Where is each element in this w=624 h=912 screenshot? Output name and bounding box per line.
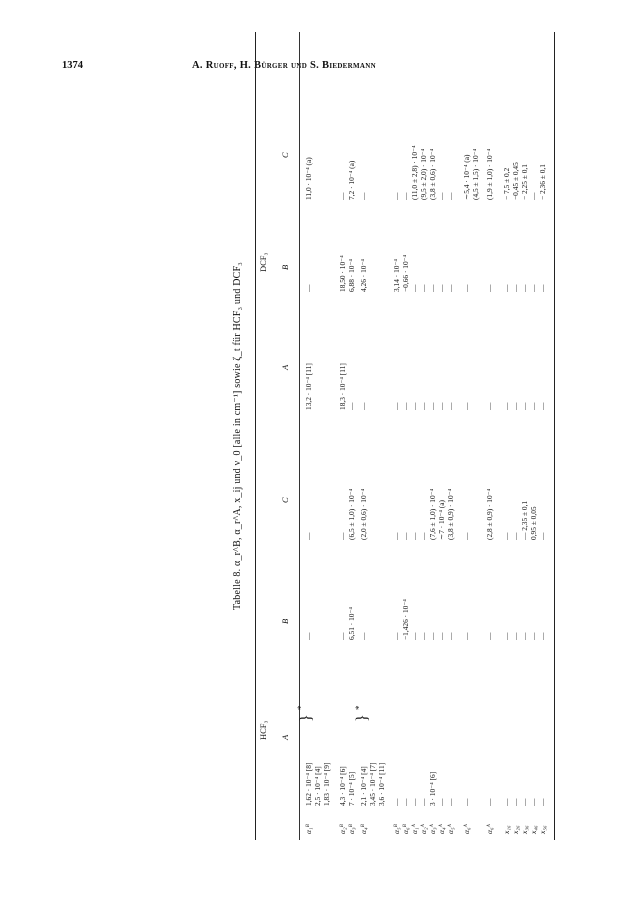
- table-cell-b2: 18,50 · 10⁻⁴: [338, 255, 347, 292]
- table-cell-a2: 18,3 · 10⁻⁴ [11]: [338, 363, 347, 410]
- table-cell-c2: ∼5,4 · 10⁻⁴ (a): [462, 154, 471, 200]
- row-label: α₂ᴬ: [419, 824, 428, 834]
- table-cell-a1: —: [446, 798, 455, 806]
- table-cell-c1: ∼7 · 10⁻⁴ (a): [437, 500, 446, 540]
- table-cell-c1: —: [419, 532, 428, 540]
- row-label: α₅ᴬ: [446, 824, 455, 834]
- table-cell-b2: —: [485, 284, 494, 292]
- table-cell-a2: —: [359, 402, 368, 410]
- table-cell-b2: —: [419, 284, 428, 292]
- table-cell-a2: —: [446, 402, 455, 410]
- table-cell-c1: —: [401, 532, 410, 540]
- table-cell-c2: (11,0 ± 2,8) · 10⁻⁴: [410, 145, 419, 200]
- table-cell-b2: 4,26 · 10⁻⁴: [359, 259, 368, 292]
- table-cell-c1: —: [410, 532, 419, 540]
- table-cell-c1: (2,8 ± 0,9) · 10⁻⁴: [485, 488, 494, 540]
- table-cell-b1: —: [446, 632, 455, 640]
- table-cell-b2: —: [304, 284, 313, 292]
- col-header-a-hcf3: A: [280, 734, 290, 740]
- table-cell-b1: —: [538, 632, 547, 640]
- table-cell-c2: − 2,25 ± 0,1: [520, 164, 529, 200]
- table-cell-c1: —: [338, 532, 347, 540]
- table-cell-b2: —: [529, 284, 538, 292]
- col-header-b-dcf3: B: [280, 264, 290, 270]
- table-cell-a1: —: [529, 798, 538, 806]
- table-cell-b2: —: [428, 284, 437, 292]
- table-cell-c2: 11,0 · 10⁻⁴ (a): [304, 157, 313, 200]
- brace-alpha4: }: [354, 714, 371, 722]
- row-label: x₁₆: [502, 825, 511, 834]
- table-cell-a1: 3 · 10⁻⁴ [6]: [428, 771, 437, 806]
- table-cell-c1: —: [462, 532, 471, 540]
- row-label: α₆ᴮ: [401, 824, 410, 834]
- table-cell-a2: —: [538, 402, 547, 410]
- table-cell-a2: —: [511, 402, 520, 410]
- table-cell-b2: —: [511, 284, 520, 292]
- table-cell-a1: —: [462, 798, 471, 806]
- row-label: α₁ᴮ: [304, 824, 313, 834]
- table-cell-c1: —: [392, 532, 401, 540]
- table-cell-a2: —: [410, 402, 419, 410]
- table-cell-a1: —: [520, 798, 529, 806]
- table-cell-b1: —: [338, 632, 347, 640]
- table-cell-b1: —: [359, 632, 368, 640]
- table-cell-c1: —: [538, 532, 547, 540]
- table-cell-b1: —: [511, 632, 520, 640]
- table-cell-b2: —: [462, 284, 471, 292]
- table-cell-c2: − 2,36 ± 0,1: [538, 164, 547, 200]
- table-cell-a2: —: [437, 402, 446, 410]
- rotated-table: [232, 32, 555, 840]
- table-cell-c2: —: [338, 192, 347, 200]
- table-cell-c1: 0,95 ± 0,05: [529, 506, 538, 540]
- table-cell-b2: —: [410, 284, 419, 292]
- table-cell-a2: 13,2 · 10⁻⁴ [11]: [304, 363, 313, 410]
- table-cell-b2: −0,66 · 10⁻⁴: [401, 254, 410, 292]
- table-cell-a2: —: [419, 402, 428, 410]
- table-cell-b1: —: [502, 632, 511, 640]
- table-cell-c1: — 2,35 ± 0,1: [520, 500, 529, 540]
- table-cell-c2: 7,2 · 10⁻⁴ (a): [347, 160, 356, 200]
- running-head-authors: A. Ruoff, H. Bürger und S. Biedermann: [192, 60, 376, 71]
- table-cell-c2: —: [401, 192, 410, 200]
- row-label: x₃₆: [520, 825, 529, 834]
- col-header-c-hcf3: C: [280, 497, 290, 503]
- page-number: 1374: [62, 60, 83, 71]
- table-cell-a1: —: [401, 798, 410, 806]
- table-cell-c1: —: [304, 532, 313, 540]
- table-cell-a1: 4,3 · 10⁻⁴ [6]: [338, 766, 347, 806]
- table-cell-a1: 2,1 · 10⁻⁴ [4]: [359, 766, 368, 806]
- table-cell-b2: —: [437, 284, 446, 292]
- table-cell-c2: (3,8 ± 0,6) · 10⁻⁴: [428, 148, 437, 200]
- row-label: x₂₆: [511, 825, 520, 834]
- footnote-star-1: *: [296, 705, 306, 710]
- col-header-b-hcf3: B: [280, 618, 290, 624]
- table-cell-a1: 3,6 · 10⁻⁴ [11]: [377, 762, 386, 806]
- table-cell-b1: —: [419, 632, 428, 640]
- table-cell-a1: 7 · 10⁻⁴ [5]: [347, 771, 356, 806]
- row-label: α₆ᴬ: [485, 824, 494, 834]
- table-cell-c2: —: [529, 192, 538, 200]
- row-label: α₃ᴬ: [428, 824, 437, 834]
- table-cell-b1: —: [520, 632, 529, 640]
- table-cell-b2: —: [502, 284, 511, 292]
- table-cell-c1: (6,5 ± 1,0) · 10⁻⁴: [347, 488, 356, 540]
- table-cell-a1: —: [538, 798, 547, 806]
- row-label: α₁ᴬ: [410, 824, 419, 834]
- row-label: x₅₆: [538, 825, 547, 834]
- brace-alpha1: }: [298, 714, 315, 722]
- table-cell-c2: − 7,5 ± 0,2: [502, 167, 511, 200]
- table-cell-a1: —: [511, 798, 520, 806]
- table-cell-b1: —: [428, 632, 437, 640]
- row-label: x₄₆: [529, 825, 538, 834]
- table-cell-a1: 2,5 · 10⁻⁴ [4]: [313, 766, 322, 806]
- table-cell-a1: 1,83 · 10⁻⁴ [9]: [322, 762, 331, 806]
- group-dcf3: DCF₃: [258, 252, 268, 272]
- table-cell-b1: −1,426 · 10⁻⁴: [401, 599, 410, 640]
- table-cell-b1: 6,51 · 10⁻⁴: [347, 607, 356, 640]
- table-cell-a2: —: [401, 402, 410, 410]
- table-cell-a2: —: [462, 402, 471, 410]
- table-cell-c2: —: [446, 192, 455, 200]
- table-cell-c2: (1,9 ± 1,0) · 10⁻⁴: [485, 148, 494, 200]
- table-cell-a2: —: [428, 402, 437, 410]
- table-cell-a2: —: [520, 402, 529, 410]
- table-caption: Tabelle 8. α_r^B, α_r^A, x_ij und ν_0 [alle in cm⁻¹] sowie ζ_t für HCF₃ und DCF₃: [232, 262, 243, 610]
- table-cell-b1: —: [304, 632, 313, 640]
- table-cell-a1: —: [392, 798, 401, 806]
- col-header-a-dcf3: A: [280, 364, 290, 370]
- table-cell-c1: —: [502, 532, 511, 540]
- table-cell-b2: —: [446, 284, 455, 292]
- table-cell-c2: (9,5 ± 2,0) · 10⁻⁴: [419, 148, 428, 200]
- row-label: α₃ᴮ: [347, 824, 356, 834]
- table-cell-c2: —: [359, 192, 368, 200]
- table-cell-c1: (7,6 ± 1,0) · 10⁻⁴: [428, 488, 437, 540]
- table-cell-b2: —: [538, 284, 547, 292]
- table-cell-c1: (3,8 ± 0,9) · 10⁻⁴: [446, 488, 455, 540]
- table-top-rule: [255, 32, 256, 840]
- row-label: α₄ᴮ: [359, 824, 368, 834]
- col-header-c-dcf3: C: [280, 152, 290, 158]
- table-cell-a2: —: [502, 402, 511, 410]
- table-cell-b1: —: [392, 632, 401, 640]
- table-cell-b1: —: [437, 632, 446, 640]
- table-cell-a1: 3,45 · 10⁻⁴ [7]: [368, 762, 377, 806]
- table-cell-a2: —: [529, 402, 538, 410]
- table-cell-b1: —: [410, 632, 419, 640]
- table-cell-c1: —: [511, 532, 520, 540]
- table-cell-a1: —: [502, 798, 511, 806]
- group-hcf3: HCF₃: [258, 720, 268, 740]
- table-cell-a1: —: [485, 798, 494, 806]
- table-cell-b1: —: [529, 632, 538, 640]
- table-cell-c1: (2,0 ± 0,6) · 10⁻⁴: [359, 488, 368, 540]
- table-cell-b2: 6,88 · 10⁻⁴: [347, 259, 356, 292]
- table-cell-c2: −0,45 ± 0,45: [511, 162, 520, 200]
- row-label: α₂ᴮ: [338, 824, 347, 834]
- table-cell-a2: —: [485, 402, 494, 410]
- table-cell-b2: 3,14 · 10⁻⁴: [392, 259, 401, 292]
- row-label: α₅ᴮ: [392, 824, 401, 834]
- table-cell-c2: —: [392, 192, 401, 200]
- table-cell-b1: —: [485, 632, 494, 640]
- table-cell-a1: 1,62 · 10⁻⁴ [8]: [304, 762, 313, 806]
- table-cell-a2: —: [347, 402, 356, 410]
- table-cell-a1: —: [419, 798, 428, 806]
- table-cell-b1: —: [462, 632, 471, 640]
- table-cell-a2: —: [392, 402, 401, 410]
- table-cell-a1: —: [437, 798, 446, 806]
- table-bottom-rule: [554, 32, 555, 840]
- row-label: α₄ᴬ: [437, 824, 446, 834]
- row-label: α₆ᴬ: [462, 824, 471, 834]
- table-cell-a1: —: [410, 798, 419, 806]
- footnote-star-2: *: [354, 705, 364, 710]
- table-cell-c2: (4,5 ± 1,5) · 10⁻⁴: [471, 148, 480, 200]
- table-cell-b2: —: [520, 284, 529, 292]
- table-cell-c2: —: [437, 192, 446, 200]
